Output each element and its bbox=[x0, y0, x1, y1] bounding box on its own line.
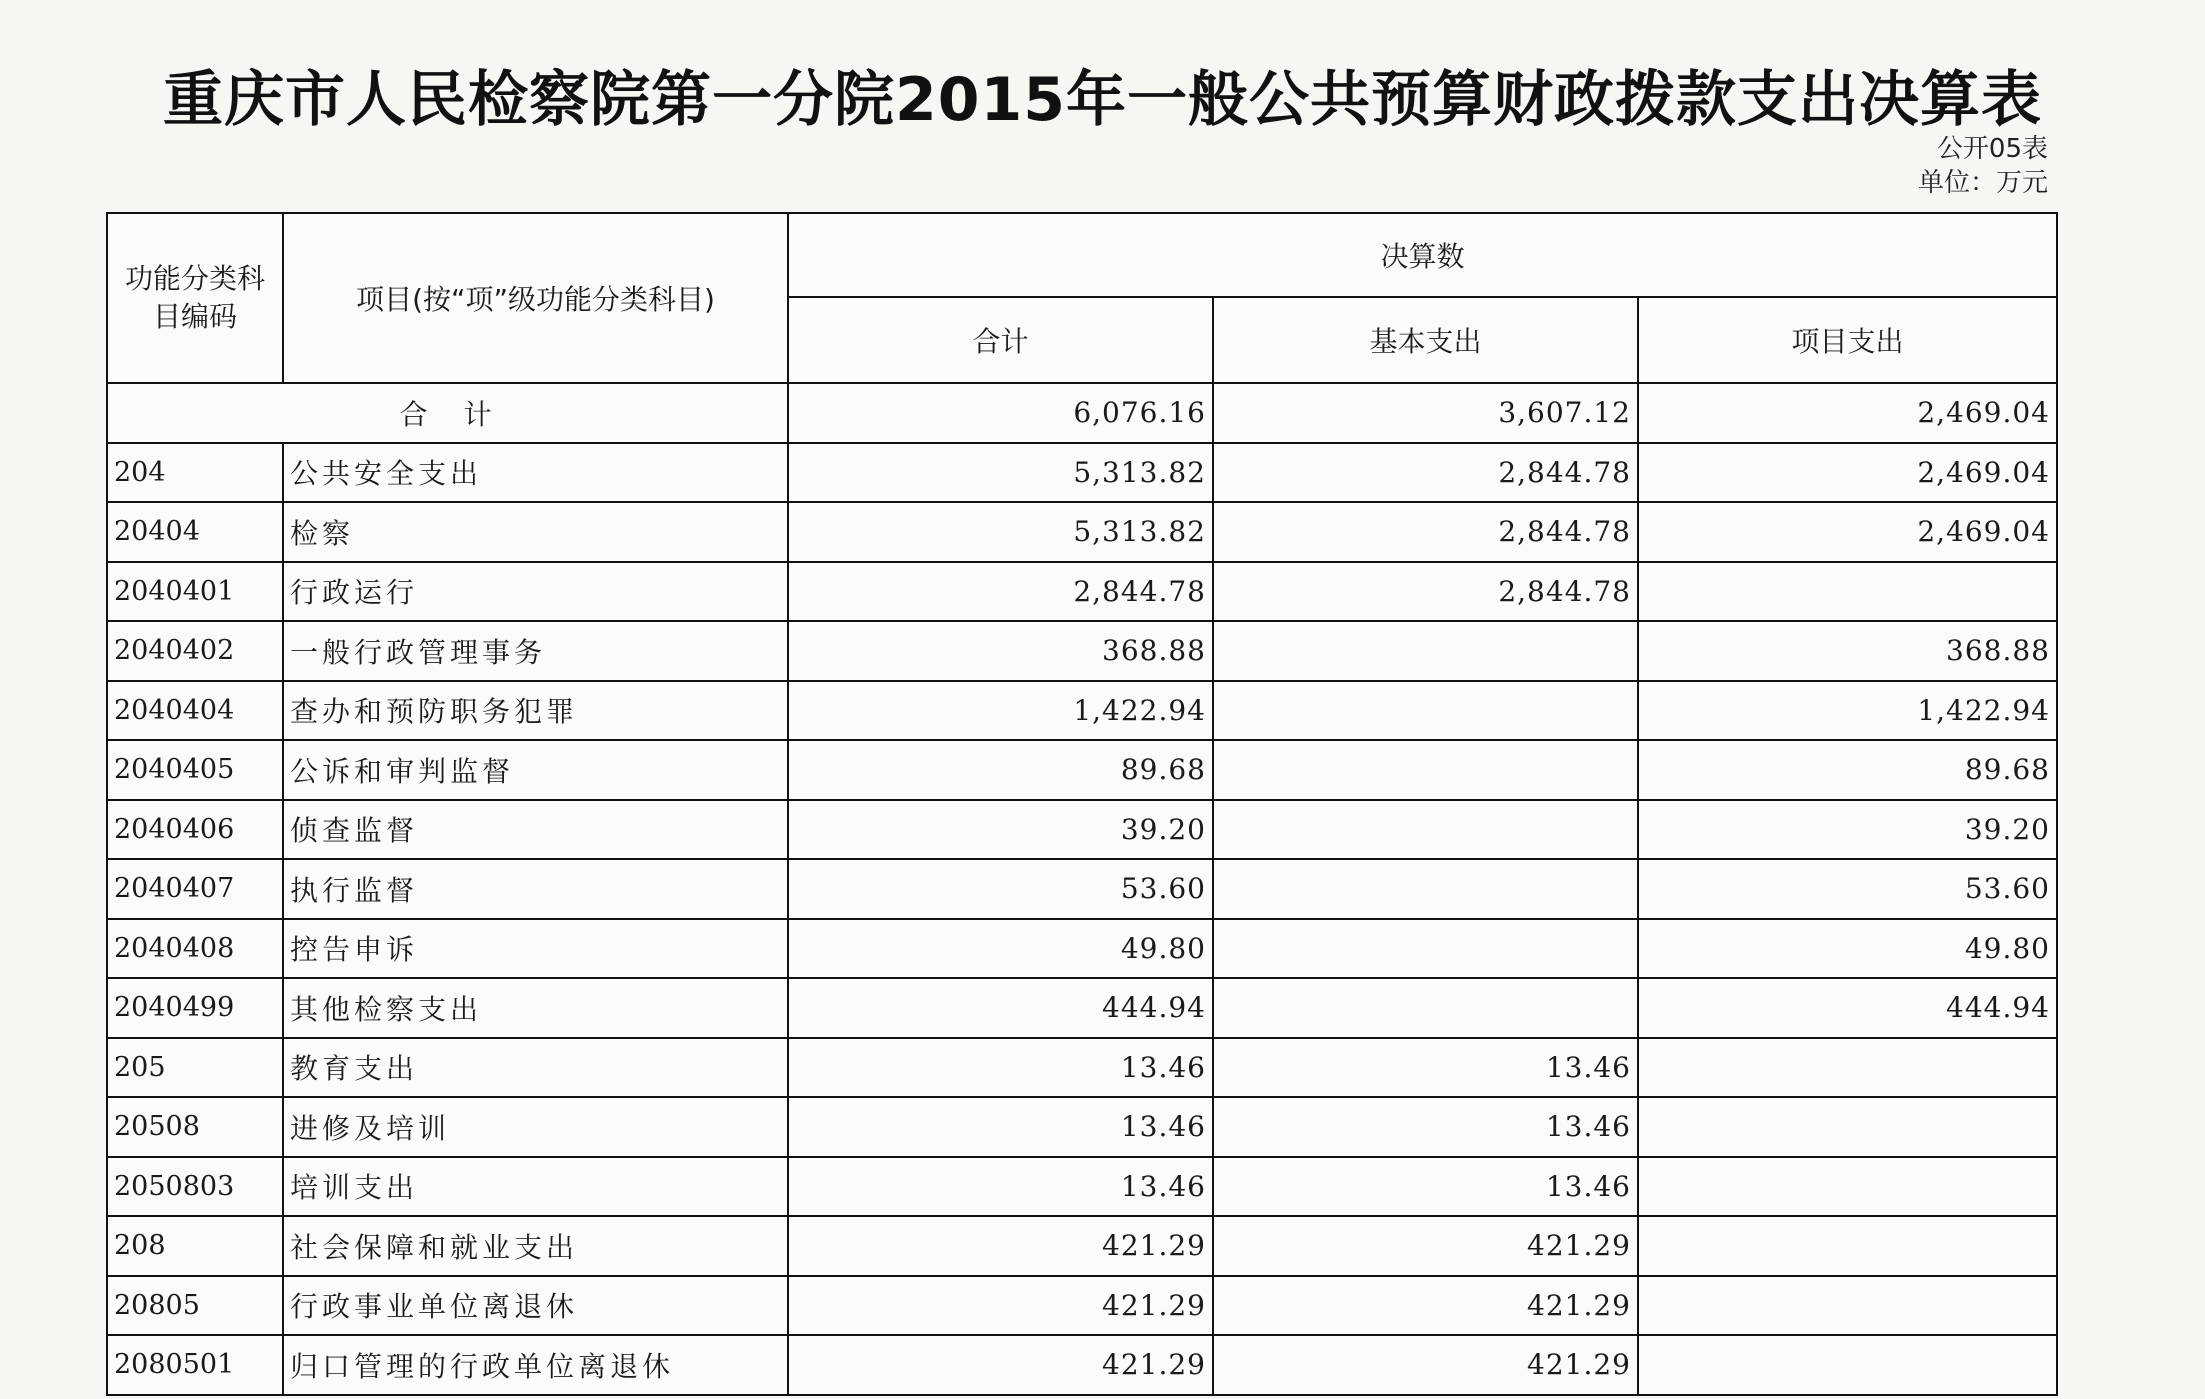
row-project bbox=[1638, 1276, 2057, 1336]
row-basic: 13.46 bbox=[1213, 1038, 1638, 1098]
header-code: 功能分类科目编码 bbox=[107, 213, 283, 383]
header-basic: 基本支出 bbox=[1213, 297, 1638, 383]
row-project: 39.20 bbox=[1638, 800, 2057, 860]
row-project: 89.68 bbox=[1638, 740, 2057, 800]
row-name: 行政事业单位离退休 bbox=[283, 1276, 788, 1336]
row-code: 2080501 bbox=[107, 1335, 283, 1395]
row-name: 控告申诉 bbox=[283, 919, 788, 979]
row-name: 培训支出 bbox=[283, 1157, 788, 1217]
row-total: 49.80 bbox=[788, 919, 1213, 979]
row-project: 1,422.94 bbox=[1638, 681, 2057, 741]
row-name: 归口管理的行政单位离退休 bbox=[283, 1335, 788, 1395]
row-name: 进修及培训 bbox=[283, 1097, 788, 1157]
row-basic: 421.29 bbox=[1213, 1276, 1638, 1336]
table-row bbox=[107, 859, 2057, 919]
row-total: 5,313.82 bbox=[788, 502, 1213, 562]
row-basic: 421.29 bbox=[1213, 1335, 1638, 1395]
unit-label: 单位：万元 bbox=[1917, 168, 2048, 198]
table-row bbox=[107, 800, 2057, 860]
header-project: 项目支出 bbox=[1638, 297, 2057, 383]
row-project bbox=[1638, 1157, 2057, 1217]
row-total: 13.46 bbox=[788, 1038, 1213, 1098]
row-total: 13.46 bbox=[788, 1097, 1213, 1157]
table-row bbox=[107, 443, 2057, 503]
row-basic: 2,844.78 bbox=[1213, 502, 1638, 562]
budget-table bbox=[106, 212, 2058, 1396]
row-name: 一般行政管理事务 bbox=[283, 621, 788, 681]
row-code: 205 bbox=[107, 1038, 283, 1098]
row-total: 53.60 bbox=[788, 859, 1213, 919]
row-project bbox=[1638, 1335, 2057, 1395]
row-basic: 2,844.78 bbox=[1213, 443, 1638, 503]
total-label: 合 计 bbox=[107, 383, 788, 443]
row-code: 204 bbox=[107, 443, 283, 503]
table-row bbox=[107, 978, 2057, 1038]
table-row bbox=[107, 681, 2057, 741]
row-total: 421.29 bbox=[788, 1276, 1213, 1336]
row-project: 444.94 bbox=[1638, 978, 2057, 1038]
page-title: 重庆市人民检察院第一分院2015年一般公共预算财政拨款支出决算表 bbox=[163, 65, 2042, 135]
row-project bbox=[1638, 1038, 2057, 1098]
row-name: 公诉和审判监督 bbox=[283, 740, 788, 800]
row-name: 公共安全支出 bbox=[283, 443, 788, 503]
row-total: 368.88 bbox=[788, 621, 1213, 681]
row-basic bbox=[1213, 800, 1638, 860]
table-row bbox=[107, 502, 2057, 562]
row-project: 53.60 bbox=[1638, 859, 2057, 919]
table-row bbox=[107, 621, 2057, 681]
row-name: 检察 bbox=[283, 502, 788, 562]
form-code: 公开05表 bbox=[1936, 134, 2048, 164]
row-code: 20805 bbox=[107, 1276, 283, 1336]
row-basic bbox=[1213, 740, 1638, 800]
table-row bbox=[107, 562, 2057, 622]
table-row bbox=[107, 1157, 2057, 1217]
total-project: 2,469.04 bbox=[1638, 383, 2057, 443]
header-actual: 决算数 bbox=[788, 213, 2057, 297]
row-total: 5,313.82 bbox=[788, 443, 1213, 503]
table-row bbox=[107, 1038, 2057, 1098]
row-code: 2040401 bbox=[107, 562, 283, 622]
total-total: 6,076.16 bbox=[788, 383, 1213, 443]
row-code: 2040404 bbox=[107, 681, 283, 741]
row-project: 368.88 bbox=[1638, 621, 2057, 681]
table-row bbox=[107, 1097, 2057, 1157]
row-code: 2040402 bbox=[107, 621, 283, 681]
row-total: 421.29 bbox=[788, 1216, 1213, 1276]
row-total: 89.68 bbox=[788, 740, 1213, 800]
row-project bbox=[1638, 562, 2057, 622]
row-total: 13.46 bbox=[788, 1157, 1213, 1217]
row-name: 其他检察支出 bbox=[283, 978, 788, 1038]
row-project: 49.80 bbox=[1638, 919, 2057, 979]
row-code: 2040405 bbox=[107, 740, 283, 800]
row-total: 444.94 bbox=[788, 978, 1213, 1038]
table-row bbox=[107, 740, 2057, 800]
row-code: 2050803 bbox=[107, 1157, 283, 1217]
row-project bbox=[1638, 1216, 2057, 1276]
row-total: 421.29 bbox=[788, 1335, 1213, 1395]
row-name: 查办和预防职务犯罪 bbox=[283, 681, 788, 741]
row-code: 2040408 bbox=[107, 919, 283, 979]
row-basic bbox=[1213, 621, 1638, 681]
row-code: 2040406 bbox=[107, 800, 283, 860]
row-code: 20404 bbox=[107, 502, 283, 562]
row-project bbox=[1638, 1097, 2057, 1157]
row-name: 侦查监督 bbox=[283, 800, 788, 860]
row-code: 2040407 bbox=[107, 859, 283, 919]
row-code: 20508 bbox=[107, 1097, 283, 1157]
header-total: 合计 bbox=[788, 297, 1213, 383]
row-basic: 13.46 bbox=[1213, 1097, 1638, 1157]
row-name: 行政运行 bbox=[283, 562, 788, 622]
row-code: 208 bbox=[107, 1216, 283, 1276]
table-row bbox=[107, 1335, 2057, 1395]
row-basic bbox=[1213, 859, 1638, 919]
table-row bbox=[107, 1216, 2057, 1276]
table-row bbox=[107, 1276, 2057, 1336]
row-basic bbox=[1213, 919, 1638, 979]
row-code: 2040499 bbox=[107, 978, 283, 1038]
row-total: 2,844.78 bbox=[788, 562, 1213, 622]
header-item: 项目(按“项”级功能分类科目) bbox=[283, 213, 788, 383]
row-total: 39.20 bbox=[788, 800, 1213, 860]
total-row bbox=[107, 383, 2057, 443]
row-basic: 13.46 bbox=[1213, 1157, 1638, 1217]
row-basic bbox=[1213, 978, 1638, 1038]
row-name: 社会保障和就业支出 bbox=[283, 1216, 788, 1276]
row-project: 2,469.04 bbox=[1638, 502, 2057, 562]
row-name: 教育支出 bbox=[283, 1038, 788, 1098]
table-row bbox=[107, 919, 2057, 979]
row-basic: 421.29 bbox=[1213, 1216, 1638, 1276]
row-project: 2,469.04 bbox=[1638, 443, 2057, 503]
total-basic: 3,607.12 bbox=[1213, 383, 1638, 443]
row-name: 执行监督 bbox=[283, 859, 788, 919]
row-basic: 2,844.78 bbox=[1213, 562, 1638, 622]
row-total: 1,422.94 bbox=[788, 681, 1213, 741]
row-basic bbox=[1213, 681, 1638, 741]
